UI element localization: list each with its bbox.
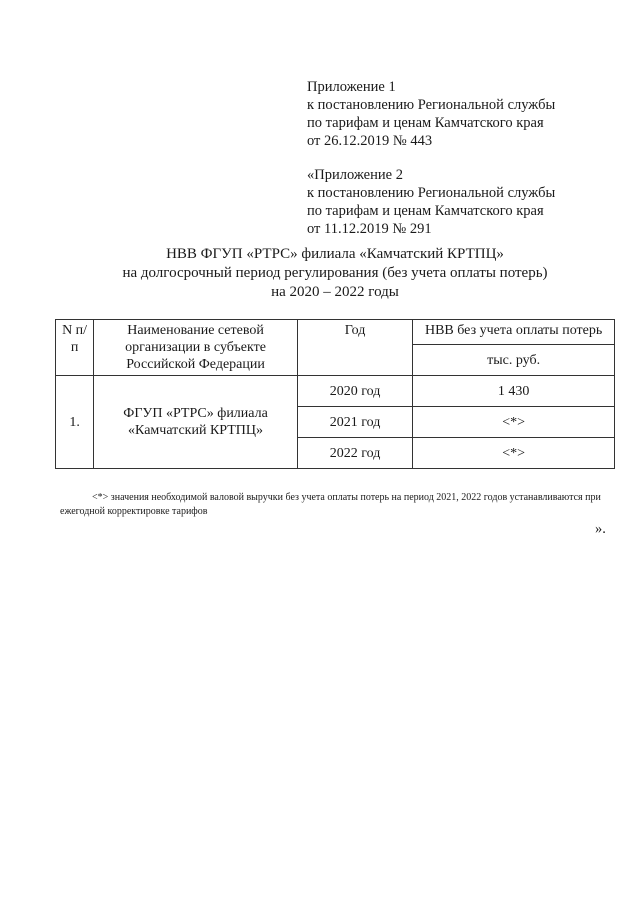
appendix-2-line: к постановлению Региональной службы <box>307 185 556 201</box>
row-year: 2021 год <box>297 407 412 438</box>
appendix-2-header <box>307 166 555 238</box>
footnote: <*> значения необходимой валовой выручки без учета оплаты потерь на период 2021, 2022 годов устанавливаются при ежегодной корректировке тарифов <box>60 492 601 517</box>
title-line: на 2020 – 2022 годы <box>271 284 399 300</box>
nvv-table <box>55 319 615 469</box>
header-num: N п/п <box>56 320 94 376</box>
row-year: 2022 год <box>297 438 412 469</box>
appendix-1-line: к постановлению Региональной службы <box>307 97 556 113</box>
appendix-2-line: «Приложение 2 <box>307 167 403 183</box>
table-header-row <box>56 320 615 345</box>
header-name: Наименование сетевой организации в субъекте Российской Федерации <box>94 320 298 376</box>
appendix-2-line: по тарифам и ценам Камчатского края <box>307 203 544 219</box>
closing-quote: ». <box>595 521 606 537</box>
document-title <box>40 245 630 302</box>
row-value: <*> <box>413 438 615 469</box>
header-nvv: НВВ без учета оплаты потерь <box>413 320 615 345</box>
header-year: Год <box>297 320 412 376</box>
title-line: на долгосрочный период регулирования (без учета оплаты потерь) <box>122 265 548 281</box>
row-num: 1. <box>56 376 94 469</box>
title-line: НВВ ФГУП «РТРС» филиала «Камчатский КРТПЦ» <box>166 246 504 262</box>
appendix-2-line: от 11.12.2019 № 291 <box>307 221 432 237</box>
row-value: <*> <box>413 407 615 438</box>
header-unit: тыс. руб. <box>413 345 615 376</box>
table-row <box>56 376 615 407</box>
row-year: 2020 год <box>297 376 412 407</box>
appendix-1-line: по тарифам и ценам Камчатского края <box>307 115 544 131</box>
row-value: 1 430 <box>413 376 615 407</box>
appendix-1-line: Приложение 1 <box>307 79 396 95</box>
row-name: ФГУП «РТРС» филиала «Камчатский КРТПЦ» <box>94 376 298 469</box>
appendix-1-header <box>307 78 555 150</box>
appendix-1-line: от 26.12.2019 № 443 <box>307 133 433 149</box>
